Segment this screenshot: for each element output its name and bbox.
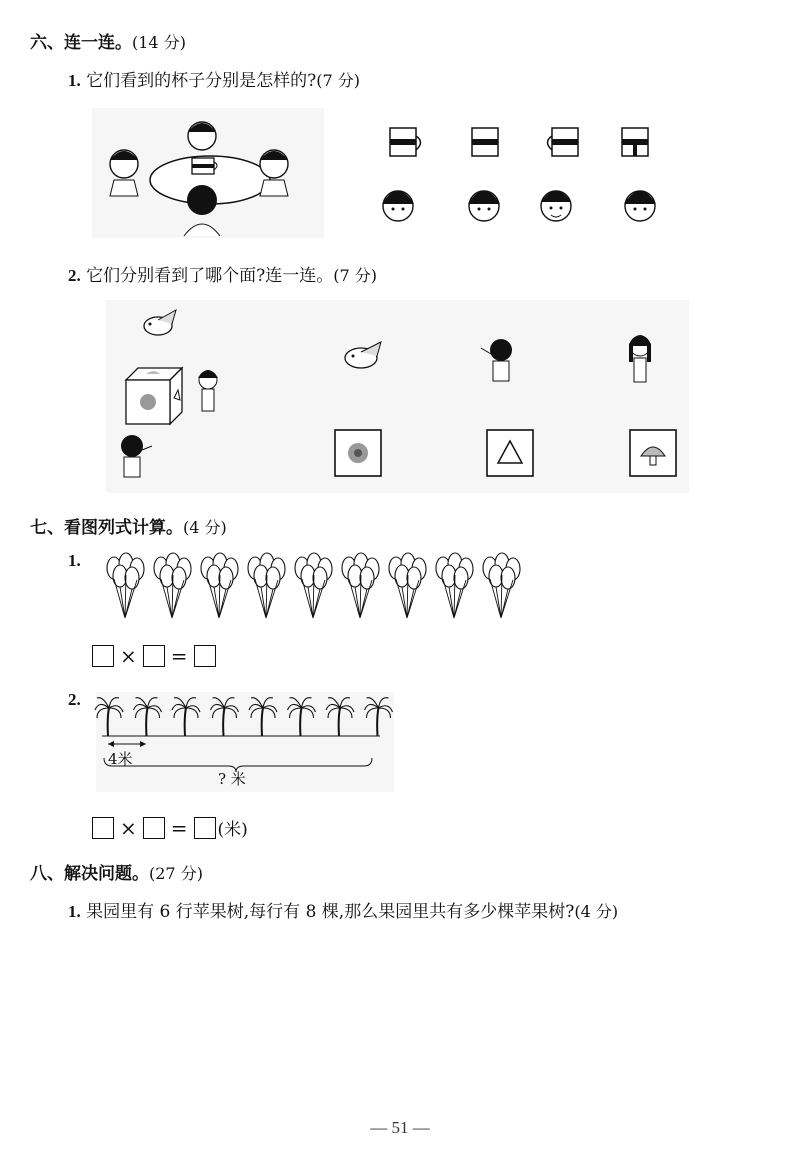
equals-sign: = xyxy=(170,815,188,840)
question-6-1-number: 1. xyxy=(68,71,81,90)
section-6-title: 六、连一连。 xyxy=(30,33,132,53)
child-icon[interactable] xyxy=(468,191,500,221)
palm-tree-icon xyxy=(249,698,277,736)
palm-tree-icon xyxy=(365,698,393,736)
table-scene-figure xyxy=(92,108,324,238)
section-6-heading xyxy=(30,28,186,53)
palm-tree-icon xyxy=(95,698,123,736)
balloon-bunch-icon xyxy=(107,553,144,618)
faces-row xyxy=(378,184,678,232)
child-icon[interactable] xyxy=(382,191,414,221)
section-6-points: (14 分) xyxy=(132,33,186,52)
question-8-1 xyxy=(68,897,618,922)
bird-icon xyxy=(144,310,176,335)
question-6-2-number: 2. xyxy=(68,266,81,285)
question-6-1-points: (7 分) xyxy=(316,71,361,90)
child-icon xyxy=(260,150,288,196)
section-8-points: (27 分) xyxy=(149,864,203,883)
balloon-bunch-icon xyxy=(248,553,285,618)
child-icon xyxy=(121,435,152,477)
palm-tree-icon xyxy=(134,698,162,736)
balloon-bunches xyxy=(98,552,530,624)
answer-box[interactable] xyxy=(143,817,165,839)
question-8-1-points: (4 分) xyxy=(574,902,619,921)
child-icon[interactable] xyxy=(541,191,571,221)
question-8-1-text: 果园里有 6 行苹果树,每行有 8 棵,那么果园里共有多少棵苹果树? xyxy=(86,902,575,922)
equation-7-2 xyxy=(92,815,248,840)
answer-box[interactable] xyxy=(194,645,216,667)
answer-box[interactable] xyxy=(92,645,114,667)
child-icon xyxy=(198,370,218,411)
cube-icon xyxy=(126,368,182,424)
table-scene-illustration xyxy=(92,108,324,238)
palm-tree-icon xyxy=(172,698,200,736)
child-icon xyxy=(110,150,138,196)
flower-face-card[interactable] xyxy=(335,430,381,476)
triangle-face-card[interactable] xyxy=(487,430,533,476)
question-6-1 xyxy=(68,66,360,91)
times-sign: × xyxy=(120,815,137,840)
cup-icon[interactable] xyxy=(548,128,579,156)
balloon-bunch-icon xyxy=(295,553,332,618)
question-7-1-number: 1. xyxy=(68,551,81,570)
balloon-bunch-icon xyxy=(483,553,520,618)
times-sign: × xyxy=(120,644,137,668)
answer-box[interactable] xyxy=(194,817,216,839)
balloon-bunch-icon xyxy=(389,553,426,618)
section-8-title: 八、解决问题。 xyxy=(30,864,149,884)
section-7-heading xyxy=(30,513,227,538)
question-7-2-number: 2. xyxy=(68,690,81,709)
spacing-label: 4米 xyxy=(108,750,133,768)
palm-tree-icon xyxy=(211,698,239,736)
palm-tree-figure xyxy=(96,692,394,792)
cups-row xyxy=(382,124,682,164)
answer-box[interactable] xyxy=(143,645,165,667)
section-8-heading xyxy=(30,859,203,884)
page-number-wrap xyxy=(0,1118,800,1138)
unit-label: (米) xyxy=(217,820,248,840)
balloon-bunch-icon xyxy=(154,553,191,618)
balloon-bunch-icon xyxy=(436,553,473,618)
balloon-bunch-icon xyxy=(342,553,379,618)
section-7-points: (4 分) xyxy=(183,518,227,537)
child-icon xyxy=(188,122,216,150)
cup-icon[interactable] xyxy=(622,128,648,156)
question-6-2-text: 它们分别看到了哪个面?连一连。 xyxy=(86,266,334,286)
equals-sign: = xyxy=(170,644,188,668)
spacing-arrow xyxy=(108,741,146,747)
total-length-label: ? 米 xyxy=(218,770,246,788)
question-6-2 xyxy=(68,261,377,286)
child-icon[interactable] xyxy=(481,339,512,381)
page-number: — 51 — xyxy=(370,1118,430,1137)
bird-icon[interactable] xyxy=(345,342,381,368)
equation-7-1 xyxy=(92,644,216,668)
cup-icon[interactable] xyxy=(390,128,421,156)
palm-tree-icon xyxy=(326,698,354,736)
child-icon[interactable] xyxy=(629,335,651,382)
section-7-title: 七、看图列式计算。 xyxy=(30,518,183,538)
balloon-bunch-icon xyxy=(201,553,238,618)
question-6-2-points: (7 分) xyxy=(333,266,378,285)
question-6-1-text: 它们看到的杯子分别是怎样的? xyxy=(86,71,317,91)
cube-faces-figure xyxy=(106,300,689,493)
answer-box[interactable] xyxy=(92,817,114,839)
mushroom-face-card[interactable] xyxy=(630,430,676,476)
cup-icon[interactable] xyxy=(472,128,498,156)
palm-tree-icon xyxy=(288,698,316,736)
child-icon xyxy=(184,185,220,236)
child-icon[interactable] xyxy=(624,191,656,221)
question-8-1-number: 1. xyxy=(68,902,81,921)
